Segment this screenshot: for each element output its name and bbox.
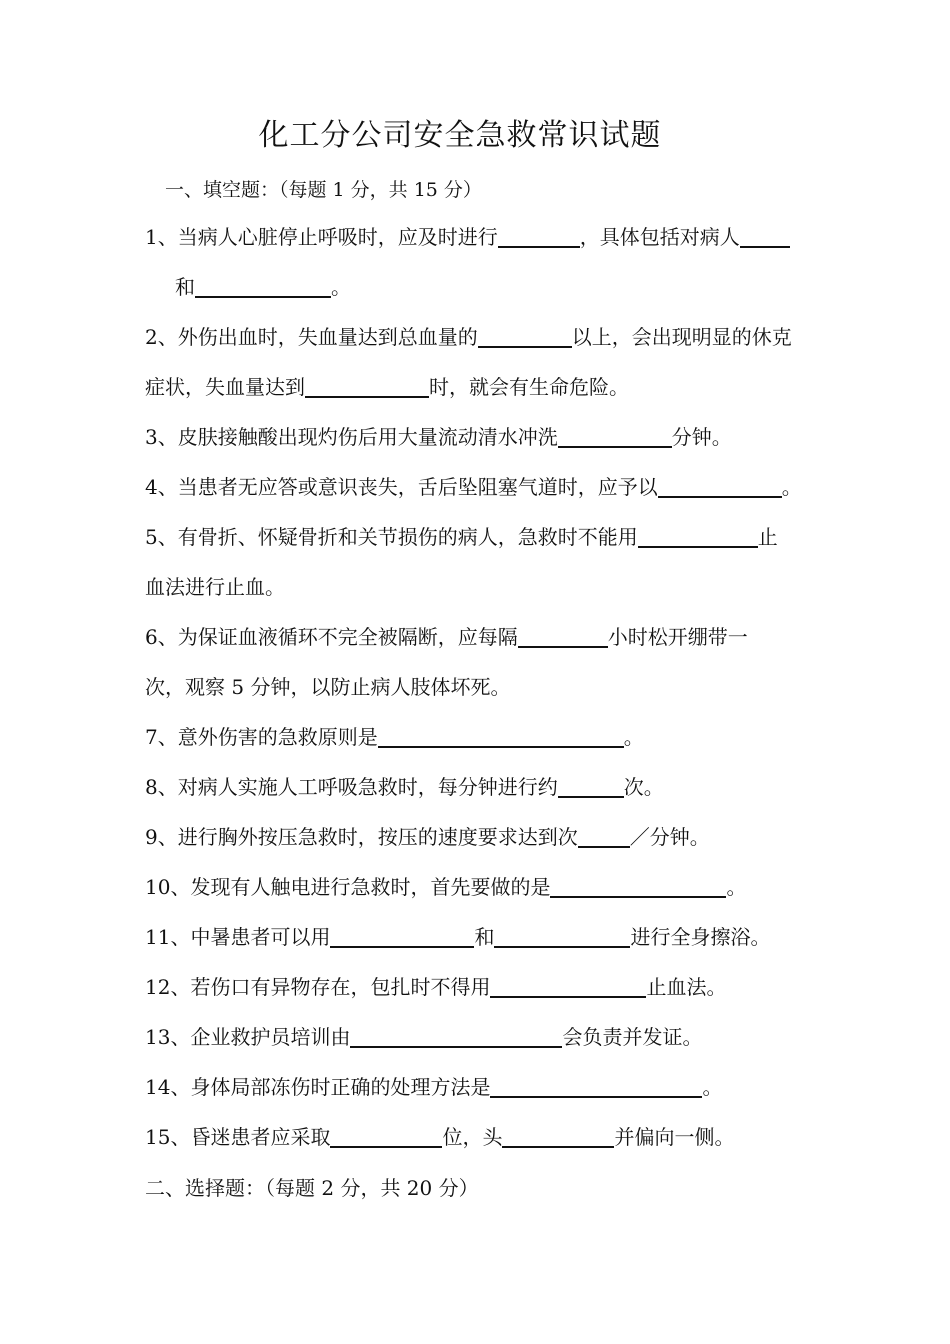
question-text: 4、当患者无应答或意识丧失，舌后坠阻塞气道时，应予以: [145, 475, 658, 499]
question-text: 2、外伤出血时，失血量达到总血量的: [145, 325, 478, 349]
question-3: [145, 422, 732, 452]
question-text: 6、为保证血液循环不完全被隔断，应每隔: [145, 625, 518, 649]
question-5-cont: [145, 572, 285, 602]
answer-blank[interactable]: [305, 376, 429, 398]
question-text: 。: [702, 1075, 723, 1099]
answer-blank[interactable]: [578, 826, 630, 848]
answer-blank[interactable]: [502, 1126, 614, 1148]
question-text: 分钟。: [671, 425, 732, 449]
question-text: 。: [623, 725, 644, 749]
question-text: 小时松开绷带一: [607, 625, 748, 649]
question-text: 症状，失血量达到: [145, 375, 305, 399]
question-2: [145, 322, 792, 352]
question-text: 。: [331, 275, 351, 299]
question-1-cont: [175, 272, 351, 302]
answer-blank[interactable]: [494, 926, 630, 948]
question-1: [145, 222, 790, 252]
answer-blank[interactable]: [550, 876, 726, 898]
question-7: [145, 722, 644, 752]
question-15: [145, 1122, 734, 1152]
answer-blank[interactable]: [498, 226, 580, 248]
section-fill-in-heading: 一、填空题：（每题 1 分，共 15 分）: [165, 179, 482, 201]
question-6-cont: [145, 672, 510, 702]
answer-blank[interactable]: [558, 776, 624, 798]
question-13: [145, 1022, 702, 1052]
answer-blank[interactable]: [490, 1076, 702, 1098]
answer-blank[interactable]: [740, 226, 790, 248]
question-text: 次，观察 5 分钟，以防止病人肢体坏死。: [145, 675, 511, 699]
question-8: [145, 772, 664, 802]
question-14: [145, 1072, 722, 1102]
question-text: 止血法。: [646, 975, 727, 999]
answer-blank[interactable]: [490, 976, 646, 998]
question-10: [145, 872, 746, 902]
answer-blank[interactable]: [350, 1026, 562, 1048]
question-text: 11、中暑患者可以用: [145, 925, 331, 949]
answer-blank[interactable]: [518, 626, 608, 648]
question-text: 12、若伤口有异物存在，包扎时不得用: [145, 975, 491, 999]
question-text: 15、昏迷患者应采取: [145, 1125, 331, 1149]
question-text: 13、企业救护员培训由: [145, 1025, 351, 1049]
question-text: 14、身体局部冻伤时正确的处理方法是: [145, 1075, 491, 1099]
question-text: 会负责并发证。: [562, 1025, 703, 1049]
question-text: 3、皮肤接触酸出现灼伤后用大量流动清水冲洗: [145, 425, 558, 449]
question-text: ，具体包括对病人: [579, 225, 740, 249]
question-6: [145, 622, 748, 652]
question-text: 7、意外伤害的急救原则是: [145, 725, 378, 749]
question-4: [145, 472, 802, 502]
question-11: [145, 922, 770, 952]
section-choice-heading: 二、选择题：（每题 2 分，共 20 分）: [145, 1176, 479, 1200]
question-text: 和: [474, 925, 495, 949]
question-text: 时，就会有生命危险。: [429, 375, 629, 399]
question-9: [145, 822, 710, 852]
question-text: 9、进行胸外按压急救时，按压的速度要求达到次: [145, 825, 578, 849]
question-text: 。: [726, 875, 747, 899]
answer-blank[interactable]: [658, 476, 782, 498]
question-text: 和: [175, 275, 195, 299]
question-text: 以上，会出现明显的休克: [571, 325, 792, 349]
question-text: 血法进行止血。: [145, 575, 285, 599]
page-title: 化工分公司安全急救常识试题: [258, 118, 662, 153]
question-12: [145, 972, 726, 1002]
question-2-cont: [145, 372, 629, 402]
answer-blank[interactable]: [638, 526, 758, 548]
question-text: 10、发现有人触电进行急救时，首先要做的是: [145, 875, 551, 899]
answer-blank[interactable]: [558, 426, 672, 448]
question-text: 止: [757, 525, 778, 549]
question-text: 1、当病人心脏停止呼吸时，应及时进行: [145, 225, 498, 249]
question-text: 。: [781, 475, 802, 499]
question-text: 5、有骨折、怀疑骨折和关节损伤的病人，急救时不能用: [145, 525, 638, 549]
answer-blank[interactable]: [478, 326, 572, 348]
question-text: 次。: [623, 775, 664, 799]
question-text: 8、对病人实施人工呼吸急救时，每分钟进行约: [145, 775, 558, 799]
question-text: 并偏向一侧。: [614, 1125, 735, 1149]
answer-blank[interactable]: [195, 276, 331, 298]
answer-blank[interactable]: [330, 1126, 442, 1148]
answer-blank[interactable]: [330, 926, 474, 948]
question-5: [145, 522, 778, 552]
question-text: 进行全身擦浴。: [630, 925, 771, 949]
question-text: 位，头: [442, 1125, 503, 1149]
question-text: ／分钟。: [629, 825, 710, 849]
answer-blank[interactable]: [378, 726, 624, 748]
